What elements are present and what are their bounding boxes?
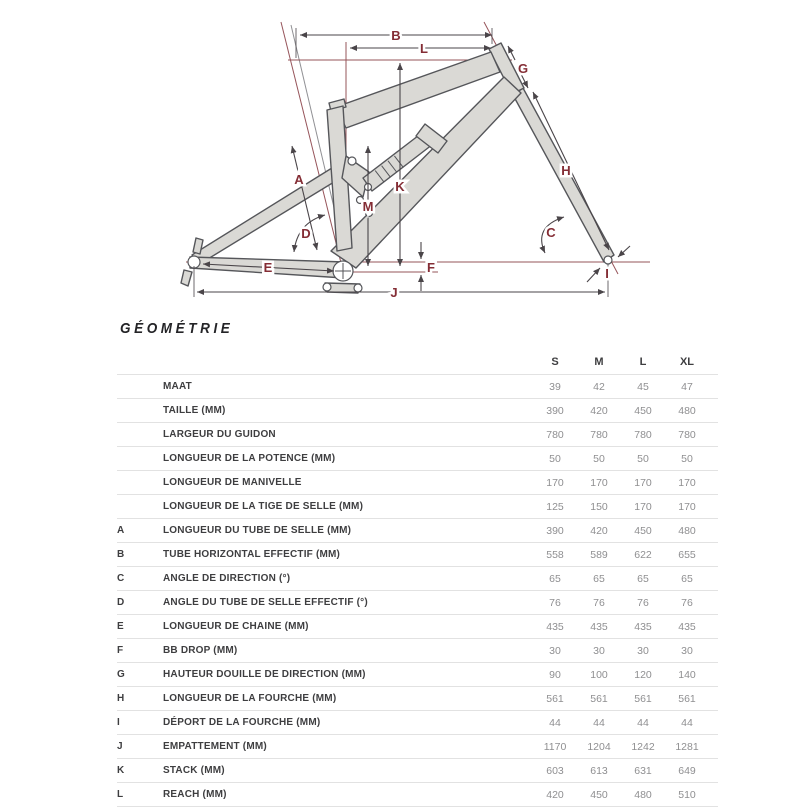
row-label: TAILLE (MM) (163, 399, 533, 423)
row-spacer (709, 543, 718, 567)
row-label: LONGUEUR DE MANIVELLE (163, 471, 533, 495)
row-value: 44 (621, 711, 665, 735)
diagram-label-g: G (517, 61, 529, 76)
table-row (117, 711, 718, 735)
table-row (117, 471, 718, 495)
table-row (117, 639, 718, 663)
diagram-label-a: A (294, 172, 304, 187)
row-value: 480 (665, 519, 709, 543)
row-value: 390 (533, 519, 577, 543)
row-spacer (709, 591, 718, 615)
geometry-table (117, 349, 718, 807)
row-value: 1204 (577, 735, 621, 759)
row-spacer (709, 783, 718, 807)
row-value: 170 (665, 495, 709, 519)
row-label: LONGUEUR DE LA TIGE DE SELLE (MM) (163, 495, 533, 519)
row-value: 480 (621, 783, 665, 807)
row-letter (117, 399, 163, 423)
diagram-label-j: J (390, 285, 398, 300)
page-title: GÉOMÉTRIE (120, 320, 234, 337)
row-letter: F (117, 639, 163, 663)
row-letter (117, 423, 163, 447)
row-label: REACH (MM) (163, 783, 533, 807)
row-value: 649 (665, 759, 709, 783)
row-value: 558 (533, 543, 577, 567)
row-value: 45 (621, 375, 665, 399)
table-row (117, 519, 718, 543)
row-label: TUBE HORIZONTAL EFFECTIF (MM) (163, 543, 533, 567)
row-spacer (709, 687, 718, 711)
diagram-label-i: I (605, 266, 609, 281)
row-value: 435 (533, 615, 577, 639)
geometry-table-body (117, 375, 718, 807)
row-label: ANGLE DE DIRECTION (°) (163, 567, 533, 591)
header-end-spacer (709, 349, 718, 375)
size-header-m: M (577, 349, 621, 375)
row-value: 120 (621, 663, 665, 687)
row-value: 1281 (665, 735, 709, 759)
row-letter: I (117, 711, 163, 735)
row-value: 125 (533, 495, 577, 519)
row-value: 76 (621, 591, 665, 615)
row-value: 613 (577, 759, 621, 783)
bike-geometry-diagram (0, 0, 800, 308)
row-label: DÉPORT DE LA FOURCHE (MM) (163, 711, 533, 735)
row-letter: C (117, 567, 163, 591)
diagram-label-b: B (391, 28, 401, 43)
row-spacer (709, 399, 718, 423)
row-value: 390 (533, 399, 577, 423)
diagram-label-d: D (301, 226, 311, 241)
row-letter (117, 447, 163, 471)
row-value: 170 (577, 471, 621, 495)
row-label: STACK (MM) (163, 759, 533, 783)
row-value: 780 (621, 423, 665, 447)
row-spacer (709, 375, 718, 399)
row-label: ANGLE DU TUBE DE SELLE EFFECTIF (°) (163, 591, 533, 615)
row-spacer (709, 495, 718, 519)
row-value: 1170 (533, 735, 577, 759)
row-label: LONGUEUR DU TUBE DE SELLE (MM) (163, 519, 533, 543)
row-spacer (709, 711, 718, 735)
row-value: 76 (577, 591, 621, 615)
row-value: 780 (533, 423, 577, 447)
row-value: 510 (665, 783, 709, 807)
row-value: 150 (577, 495, 621, 519)
size-header-xl: XL (665, 349, 709, 375)
row-value: 65 (665, 567, 709, 591)
row-value: 631 (621, 759, 665, 783)
table-row (117, 375, 718, 399)
row-value: 561 (577, 687, 621, 711)
row-letter: A (117, 519, 163, 543)
table-row (117, 591, 718, 615)
diagram-label-f: F (427, 260, 435, 275)
size-header-l: L (621, 349, 665, 375)
row-spacer (709, 663, 718, 687)
table-row (117, 447, 718, 471)
table-row (117, 615, 718, 639)
row-letter: D (117, 591, 163, 615)
row-value: 780 (665, 423, 709, 447)
row-spacer (709, 447, 718, 471)
row-value: 450 (621, 519, 665, 543)
bike-frame (181, 43, 614, 293)
row-label: LONGUEUR DE LA FOURCHE (MM) (163, 687, 533, 711)
row-value: 420 (577, 399, 621, 423)
row-value: 30 (533, 639, 577, 663)
row-label: LONGUEUR DE CHAINE (MM) (163, 615, 533, 639)
diagram-label-l: L (420, 41, 428, 56)
row-label: LONGUEUR DE LA POTENCE (MM) (163, 447, 533, 471)
row-value: 170 (665, 471, 709, 495)
row-spacer (709, 519, 718, 543)
diagram-label-h: H (561, 163, 571, 178)
row-letter (117, 471, 163, 495)
diagram-label-m: M (362, 199, 374, 214)
row-value: 435 (665, 615, 709, 639)
row-value: 420 (533, 783, 577, 807)
header-label-spacer (163, 349, 533, 375)
size-header-row (117, 349, 718, 375)
row-value: 435 (577, 615, 621, 639)
row-spacer (709, 423, 718, 447)
table-row (117, 423, 718, 447)
row-value: 50 (621, 447, 665, 471)
row-value: 480 (665, 399, 709, 423)
row-letter (117, 495, 163, 519)
table-row (117, 687, 718, 711)
row-value: 44 (665, 711, 709, 735)
row-value: 65 (621, 567, 665, 591)
row-value: 65 (577, 567, 621, 591)
row-spacer (709, 735, 718, 759)
table-row (117, 543, 718, 567)
row-value: 170 (621, 471, 665, 495)
row-letter: G (117, 663, 163, 687)
header-letter-spacer (117, 349, 163, 375)
diagram-label-k: K (395, 179, 405, 194)
row-value: 100 (577, 663, 621, 687)
table-row (117, 735, 718, 759)
row-spacer (709, 615, 718, 639)
table-row (117, 759, 718, 783)
row-value: 30 (621, 639, 665, 663)
row-value: 561 (533, 687, 577, 711)
row-label: MAAT (163, 375, 533, 399)
row-spacer (709, 639, 718, 663)
row-value: 170 (621, 495, 665, 519)
row-value: 50 (665, 447, 709, 471)
table-row (117, 663, 718, 687)
row-value: 170 (533, 471, 577, 495)
row-value: 42 (577, 375, 621, 399)
row-value: 50 (577, 447, 621, 471)
row-letter (117, 375, 163, 399)
row-letter: K (117, 759, 163, 783)
row-letter: E (117, 615, 163, 639)
row-value: 420 (577, 519, 621, 543)
row-value: 76 (665, 591, 709, 615)
row-value: 30 (577, 639, 621, 663)
row-letter: J (117, 735, 163, 759)
row-value: 44 (577, 711, 621, 735)
row-letter: B (117, 543, 163, 567)
row-value: 90 (533, 663, 577, 687)
row-spacer (709, 567, 718, 591)
row-letter: H (117, 687, 163, 711)
row-value: 603 (533, 759, 577, 783)
row-value: 50 (533, 447, 577, 471)
row-letter: L (117, 783, 163, 807)
row-value: 561 (621, 687, 665, 711)
row-value: 44 (533, 711, 577, 735)
row-value: 450 (577, 783, 621, 807)
table-row (117, 495, 718, 519)
diagram-label-e: E (263, 260, 273, 275)
row-value: 780 (577, 423, 621, 447)
row-value: 435 (621, 615, 665, 639)
row-label: LARGEUR DU GUIDON (163, 423, 533, 447)
row-label: HAUTEUR DOUILLE DE DIRECTION (MM) (163, 663, 533, 687)
row-value: 47 (665, 375, 709, 399)
row-value: 561 (665, 687, 709, 711)
row-label: BB DROP (MM) (163, 639, 533, 663)
row-value: 450 (621, 399, 665, 423)
row-value: 76 (533, 591, 577, 615)
table-row (117, 567, 718, 591)
size-header-s: S (533, 349, 577, 375)
row-spacer (709, 471, 718, 495)
row-value: 622 (621, 543, 665, 567)
row-value: 140 (665, 663, 709, 687)
row-value: 39 (533, 375, 577, 399)
row-spacer (709, 759, 718, 783)
row-value: 1242 (621, 735, 665, 759)
table-row (117, 399, 718, 423)
row-value: 30 (665, 639, 709, 663)
row-label: EMPATTEMENT (MM) (163, 735, 533, 759)
row-value: 655 (665, 543, 709, 567)
front-axle (604, 256, 612, 264)
row-value: 589 (577, 543, 621, 567)
row-value: 65 (533, 567, 577, 591)
table-row (117, 783, 718, 807)
diagram-label-c: C (546, 225, 556, 240)
